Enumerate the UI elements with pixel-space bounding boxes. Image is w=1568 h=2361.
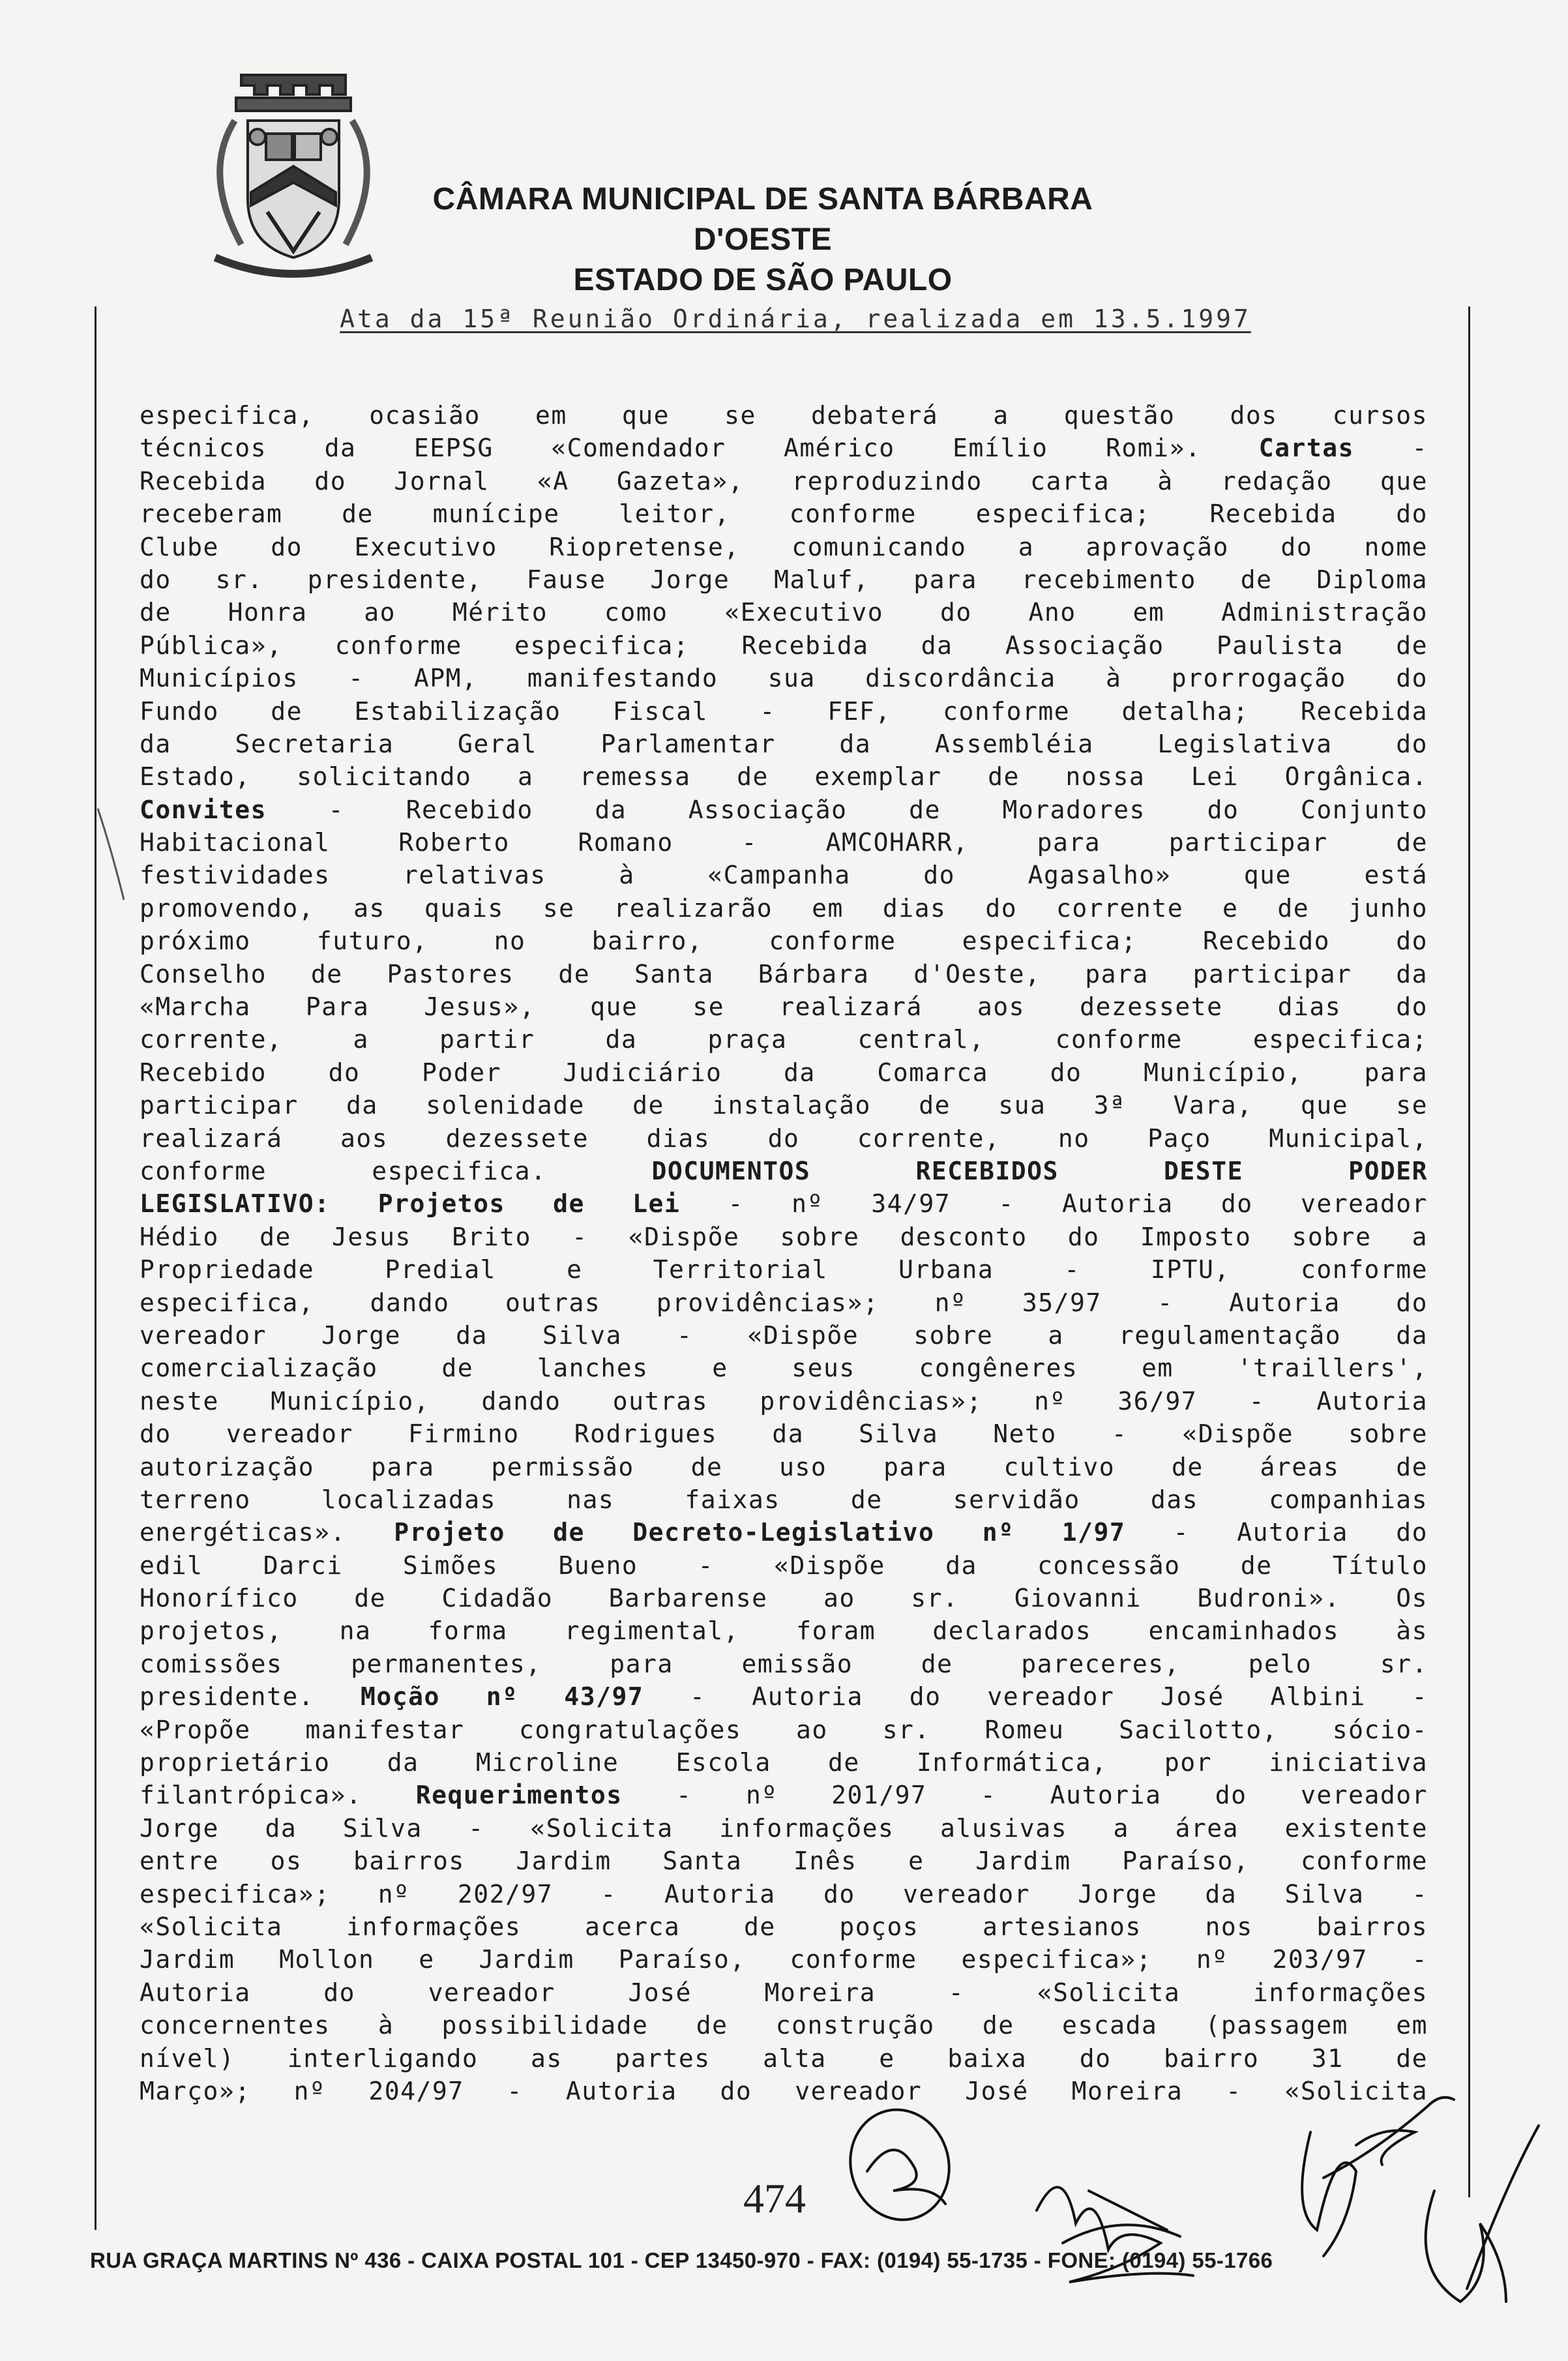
text-line	[140, 1845, 1428, 1877]
text-line	[140, 1714, 1428, 1746]
text-line	[140, 1614, 1428, 1647]
bold-heading: Moção nº 43/97	[361, 1682, 644, 1712]
text-line	[140, 1451, 1428, 1483]
text-run: - nº 201/97 - Autoria do vereador	[622, 1781, 1428, 1810]
text-line	[140, 1122, 1428, 1155]
text-run: festividades relativas à «Campanha do Agasalho» que está	[140, 861, 1428, 890]
text-run: Jorge da Silva - «Solicita informações alusivas a área existente	[140, 1813, 1428, 1843]
bold-heading: DOCUMENTOS RECEBIDOS DESTE PODER	[651, 1156, 1428, 1185]
text-run: Jardim Mollon e Jardim Paraíso, conforme especifica»; nº 203/97 -	[140, 1945, 1428, 1974]
bold-heading: Convites	[140, 795, 267, 824]
text-run: Março»; nº 204/97 - Autoria do vereador José Moreira - «Solicita	[140, 2076, 1428, 2105]
text-run: filantrópica».	[140, 1781, 416, 1810]
text-line	[140, 1385, 1428, 1418]
text-line	[140, 531, 1428, 563]
text-run: corrente, a partir da praça central, conforme especifica;	[140, 1025, 1428, 1054]
text-line	[140, 1221, 1428, 1253]
text-run: do vereador Firmino Rodrigues da Silva Neto - «Dispõe sobre	[140, 1419, 1428, 1449]
text-run: nível) interligando as partes alta e baixa do bairro 31 de	[140, 2043, 1428, 2073]
left-margin-rule	[95, 306, 96, 2230]
text-line	[140, 859, 1428, 891]
text-line	[140, 1779, 1428, 1811]
text-run: técnicos da EEPSG «Comendador Américo Emílio Romi».	[140, 434, 1259, 463]
text-line	[140, 1319, 1428, 1352]
text-run: edil Darci Simões Bueno - «Dispõe da concessão de Título	[140, 1551, 1428, 1580]
text-line	[140, 465, 1428, 497]
text-run: Propriedade Predial e Territorial Urbana - IPTU, conforme	[140, 1255, 1428, 1284]
text-run: Recebida do Jornal «A Gazeta», reproduzindo carta à redação que	[140, 466, 1428, 496]
text-run: receberam de munícipe leitor, conforme especifica; Recebida do	[140, 499, 1428, 529]
text-line	[140, 596, 1428, 629]
text-run: especifica, ocasião em que se debaterá a questão dos cursos	[140, 401, 1428, 430]
text-line	[140, 1943, 1428, 1976]
text-run: Clube do Executivo Riopretense, comunicando a aprovação do nome	[140, 532, 1428, 561]
text-line	[140, 1910, 1428, 1943]
text-line	[140, 760, 1428, 793]
text-run: - Recebido da Associação de Moradores do Conjunto	[267, 795, 1428, 824]
text-line	[140, 1286, 1428, 1319]
text-run: Conselho de Pastores de Santa Bárbara d'Oeste, para participar da	[140, 959, 1428, 988]
text-line	[140, 1253, 1428, 1286]
text-line	[140, 958, 1428, 990]
text-run: do sr. presidente, Fause Jorge Maluf, para recebimento de Diploma	[140, 565, 1428, 594]
bold-heading: Requerimentos	[415, 1781, 623, 1810]
text-line	[140, 1483, 1428, 1516]
text-line	[140, 1023, 1428, 1056]
text-line	[140, 1187, 1428, 1220]
text-run: Autoria do vereador José Moreira - «Solicita informações	[140, 1978, 1428, 2007]
text-line	[140, 1812, 1428, 1845]
text-run: conforme especifica.	[140, 1156, 652, 1185]
bold-heading: LEGISLATIVO: Projetos de Lei	[140, 1189, 681, 1219]
municipal-coat-of-arms	[196, 62, 391, 303]
text-line	[140, 1582, 1428, 1614]
text-run: energéticas».	[140, 1518, 394, 1547]
text-run: neste Município, dando outras providências»; nº 36/97 - Autoria	[140, 1386, 1428, 1416]
text-line	[140, 399, 1428, 432]
text-line	[140, 826, 1428, 859]
text-run: de Honra ao Mérito como «Executivo do Ano em Administração	[140, 598, 1428, 627]
text-run: especifica»; nº 202/97 - Autoria do vereador Jorge da Silva -	[140, 1879, 1428, 1908]
text-run: - nº 34/97 - Autoria do vereador	[680, 1189, 1428, 1219]
state-name: ESTADO DE SÃO PAULO	[573, 263, 953, 297]
text-run: - Autoria do	[1125, 1518, 1428, 1547]
text-line	[140, 1680, 1428, 1713]
text-line	[140, 1878, 1428, 1910]
text-line	[140, 1418, 1428, 1450]
text-run: próximo futuro, no bairro, conforme especifica; Recebido do	[140, 927, 1428, 956]
text-line	[140, 2042, 1428, 2075]
text-run: participar da solenidade de instalação de sua 3ª Vara, que se	[140, 1091, 1428, 1120]
footer-address: RUA GRAÇA MARTINS Nº 436 - CAIXA POSTAL 101 - CEP 13450-970 - FAX: (0194) 55-1735 - FONE: (0194) 55-1766	[90, 2248, 1273, 2272]
chamber-name: CÂMARA MUNICIPAL DE SANTA BÁRBARA D'OESTE	[432, 182, 1093, 257]
text-run: comissões permanentes, para emissão de pareceres, pelo sr.	[140, 1649, 1428, 1678]
right-margin-rule	[1468, 306, 1470, 2197]
text-line	[140, 892, 1428, 925]
signatures	[815, 2093, 1565, 2354]
text-run: presidente.	[140, 1682, 361, 1712]
text-run: Recebido do Poder Judiciário da Comarca do Município, para	[140, 1058, 1428, 1087]
text-line	[140, 1746, 1428, 1779]
text-line	[140, 1516, 1428, 1549]
text-line	[140, 1056, 1428, 1089]
text-run: Estado, solicitando a remessa de exemplar de nossa Lei Orgânica.	[140, 762, 1428, 792]
text-line	[140, 728, 1428, 760]
text-run: Municípios - APM, manifestando sua discordância à prorrogação do	[140, 664, 1428, 693]
text-run: Pública», conforme especifica; Recebida da Associação Paulista de	[140, 631, 1428, 660]
text-run: da Secretaria Geral Parlamentar da Assembléia Legislativa do	[140, 729, 1428, 758]
text-run: proprietário da Microline Escola de Informática, por iniciativa	[140, 1748, 1428, 1777]
text-line	[140, 990, 1428, 1023]
text-line	[140, 1155, 1428, 1187]
text-run: autorização para permissão de uso para cultivo de áreas de	[140, 1452, 1428, 1481]
text-run: realizará aos dezessete dias do corrente, no Paço Municipal,	[140, 1123, 1428, 1153]
text-line	[140, 794, 1428, 826]
text-run: especifica, dando outras providências»; nº 35/97 - Autoria do	[140, 1288, 1428, 1317]
text-run: Fundo de Estabilização Fiscal - FEF, conforme detalha; Recebida	[140, 696, 1428, 726]
bold-heading: Projeto de Decreto-Legislativo nº 1/97	[394, 1518, 1126, 1547]
text-line	[140, 1352, 1428, 1384]
text-run: Habitacional Roberto Romano - AMCOHARR, para participar de	[140, 828, 1428, 857]
minutes-title: Ata da 15ª Reunião Ordinária, realizada em 13.5.1997	[340, 304, 1251, 333]
text-line	[140, 1976, 1428, 2009]
text-line	[140, 1648, 1428, 1680]
text-line	[140, 1089, 1428, 1121]
text-line	[140, 1549, 1428, 1582]
text-run: terreno localizadas nas faixas de servidão das companhias	[140, 1485, 1428, 1514]
text-run: promovendo, as quais se realizarão em dias do corrente e de junho	[140, 893, 1428, 923]
text-line	[140, 2009, 1428, 2042]
text-run: vereador Jorge da Silva - «Dispõe sobre a regulamentação da	[140, 1320, 1428, 1350]
text-line	[140, 629, 1428, 662]
minutes-body	[140, 399, 1428, 2107]
text-run: entre os bairros Jardim Santa Inês e Jardim Paraíso, conforme	[140, 1847, 1428, 1876]
page-number: 474	[743, 2175, 806, 2221]
bold-heading: Cartas	[1258, 434, 1355, 463]
text-run: «Marcha Para Jesus», que se realizará aos dezessete dias do	[140, 992, 1428, 1022]
text-run: «Solicita informações acerca de poços artesianos nos bairros	[140, 1912, 1428, 1941]
text-line	[140, 432, 1428, 464]
text-line	[140, 925, 1428, 957]
text-line	[140, 662, 1428, 694]
text-run: Honorífico de Cidadão Barbarense ao sr. Giovanni Budroni». Os	[140, 1584, 1428, 1613]
text-line	[140, 695, 1428, 728]
text-run: concernentes à possibilidade de construção de escada (passagem em	[140, 2011, 1428, 2040]
text-run: -	[1354, 434, 1428, 463]
text-run: projetos, na forma regimental, foram declarados encaminhados às	[140, 1616, 1428, 1646]
text-line	[140, 563, 1428, 596]
text-run: - Autoria do vereador José Albini -	[643, 1682, 1428, 1712]
text-line	[140, 497, 1428, 530]
text-run: «Propõe manifestar congratulações ao sr. Romeu Sacilotto, sócio-	[140, 1715, 1428, 1744]
text-run: comercialização de lanches e seus congêneres em 'traillers',	[140, 1354, 1428, 1383]
text-run: Hédio de Jesus Brito - «Dispõe sobre desconto do Imposto sobre a	[140, 1222, 1428, 1251]
margin-mark	[91, 802, 130, 906]
